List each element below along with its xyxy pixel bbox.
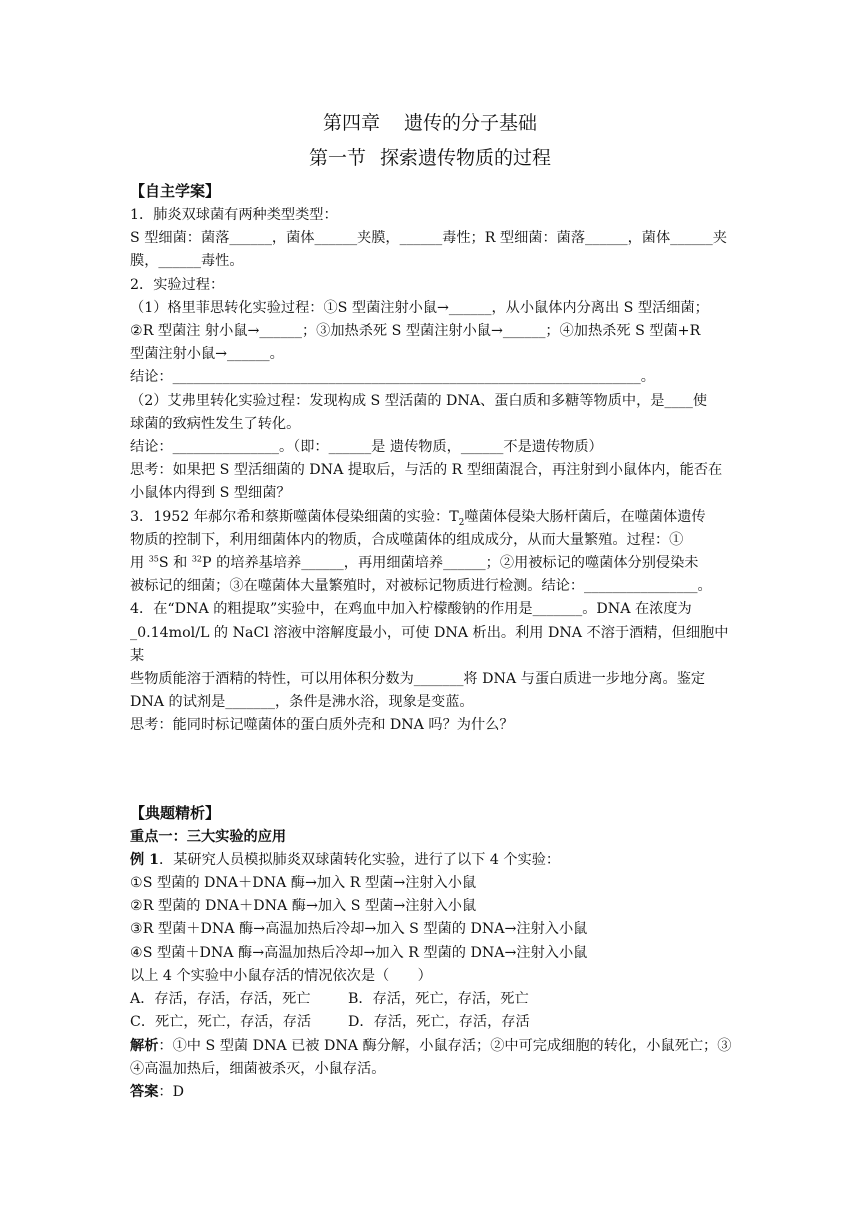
option-b: B．存活，死亡，存活，死亡: [348, 991, 529, 1008]
question-stem: 以上 4 个实验中小鼠存活的情况依次是（ ）: [130, 967, 432, 984]
question-3-line: [130, 506, 732, 529]
section-number: 第一节: [308, 147, 366, 169]
question-4-line: 4．在“DNA 的粗提取”实验中，在鸡血中加入柠檬酸钠的作用是_______。DNA 在浓度为: [130, 601, 692, 618]
self-study-line: 球菌的致病性发生了转化。: [130, 415, 301, 432]
self-study-line: 思考：如果把 S 型活细菌的 DNA 提取后，与活的 R 型细菌混合，再注射到小鼠体内，能否在: [130, 462, 723, 479]
question-4-line: DNA 的试剂是_______，条件是沸水浴，现象是变蓝。: [130, 694, 474, 711]
experiment-line: ③R 型菌＋DNA 酶→高温加热后冷却→加入 S 型菌的 DNA→注射入小鼠: [130, 921, 588, 938]
self-study-line: （1）格里菲思转化实验过程：①S 型菌注射小鼠→______，从小鼠体内分离出 S 型活细菌；: [130, 299, 709, 316]
options-row: [130, 988, 732, 1011]
question-4-line: _0.14mol/L 的 NaCl 溶液中溶解度最小，可使 DNA 析出。利用 DNA 不溶于酒精，但细胞中某: [130, 624, 729, 664]
self-study-line: 膜，______毒性。: [130, 253, 244, 270]
self-study-line: 2．实验过程：: [130, 276, 225, 293]
experiment-line: ④S 型菌＋DNA 酶→高温加热后冷却→加入 R 型菌的 DNA→注射入小鼠: [130, 944, 588, 961]
self-study-line: 结论：__________________________________________________________________。: [130, 369, 655, 386]
explanation-line: [130, 1035, 732, 1058]
q3-text: 噬菌体侵染大肠杆菌后，在噬菌体遗传: [464, 508, 706, 525]
self-study-line: 结论：_______________。（即：______是 遗传物质，______不是遗传物质）: [130, 439, 603, 456]
q3-text: 3．1952 年郝尔希和蔡斯噬菌体侵染细菌的实验：T: [130, 508, 459, 525]
key-point-title: 重点一：三大实验的应用: [130, 828, 287, 845]
explanation-line: ④高温加热后，细菌被杀灭，小鼠存活。: [130, 1060, 386, 1077]
q3-superscript: 32: [191, 554, 203, 564]
analysis-heading: 【典题精析】: [130, 803, 221, 822]
example-text: ．某研究人员模拟肺炎双球菌转化实验，进行了以下 4 个实验：: [159, 851, 561, 868]
experiment-line: ②R 型菌的 DNA＋DNA 酶→加入 S 型菌→注射入小鼠: [130, 898, 477, 915]
option-c: C．死亡，死亡，存活，存活: [130, 1014, 312, 1031]
example-label: 例 1: [130, 851, 159, 868]
options-row: [130, 1011, 732, 1034]
section-name: 探索遗传物质的过程: [380, 147, 552, 169]
explanation-text: ：①中 S 型菌 DNA 已被 DNA 酶分解，小鼠存活；②中可完成细胞的转化，小鼠死亡；③: [158, 1037, 732, 1054]
explanation-label: 解析: [130, 1037, 159, 1054]
answer-value: ：D: [158, 1083, 184, 1100]
self-study-line: 1．肺炎双球菌有两种类型类型：: [130, 207, 338, 223]
q3-subscript: 2: [458, 517, 465, 528]
section-spacer: [130, 738, 732, 800]
self-study-line: S 型细菌：菌落______，菌体______夹膜，______毒性；R 型细菌：菌落______，菌体______夹: [130, 230, 727, 247]
q3-text: P 的培养基培养______，再用细菌培养______；②用被标记的噬菌体分别侵染未: [202, 555, 699, 572]
answer-label: 答案: [130, 1083, 159, 1100]
self-study-line: （2）艾弗里转化实验过程：发现构成 S 型活菌的 DNA、蛋白质和多糖等物质中，是____使: [130, 392, 708, 409]
question-4-line: 思考：能同时标记噬菌体的蛋白质外壳和 DNA 吗？为什么？: [130, 717, 514, 734]
question-3-line: 物质的控制下，利用细菌体内的物质，合成噬菌体的组成成分，从而大量繁殖。过程：①: [130, 531, 684, 548]
self-study-heading: 【自主学案】: [130, 182, 221, 200]
question-3-line: [130, 552, 732, 575]
self-study-line: 小鼠体内得到 S 型细菌？: [130, 485, 291, 502]
question-3-line: 被标记的细菌；③在噬菌体大量繁殖时，对被标记物质进行检测。结论：________________。: [130, 578, 712, 595]
document-body: [130, 178, 732, 1104]
q3-text: S 和: [158, 555, 192, 572]
self-study-line: 型菌注射小鼠→______。: [130, 346, 284, 363]
experiment-line: ①S 型菌的 DNA＋DNA 酶→加入 R 型菌→注射入小鼠: [130, 875, 477, 892]
option-a: A．存活，存活，存活，死亡: [130, 991, 311, 1008]
question-4-line: 些物质能溶于酒精的特性，可以用体积分数为_______将 DNA 与蛋白质进一步地分离。鉴定: [130, 671, 706, 688]
option-d: D．存活，死亡，存活，存活: [348, 1014, 530, 1031]
chapter-title: [0, 108, 860, 135]
answer-line: [130, 1081, 732, 1104]
self-study-line: ②R 型菌注 射小鼠→______；③加热杀死 S 型菌注射小鼠→______；④加热杀死 S 型菌+R: [130, 323, 701, 340]
chapter-number: 第四章: [322, 112, 380, 134]
chapter-name: 遗传的分子基础: [404, 112, 538, 134]
section-title: [0, 143, 860, 170]
q3-text: 用: [130, 555, 149, 572]
q3-superscript: 35: [148, 554, 159, 564]
example-line: [130, 849, 732, 872]
